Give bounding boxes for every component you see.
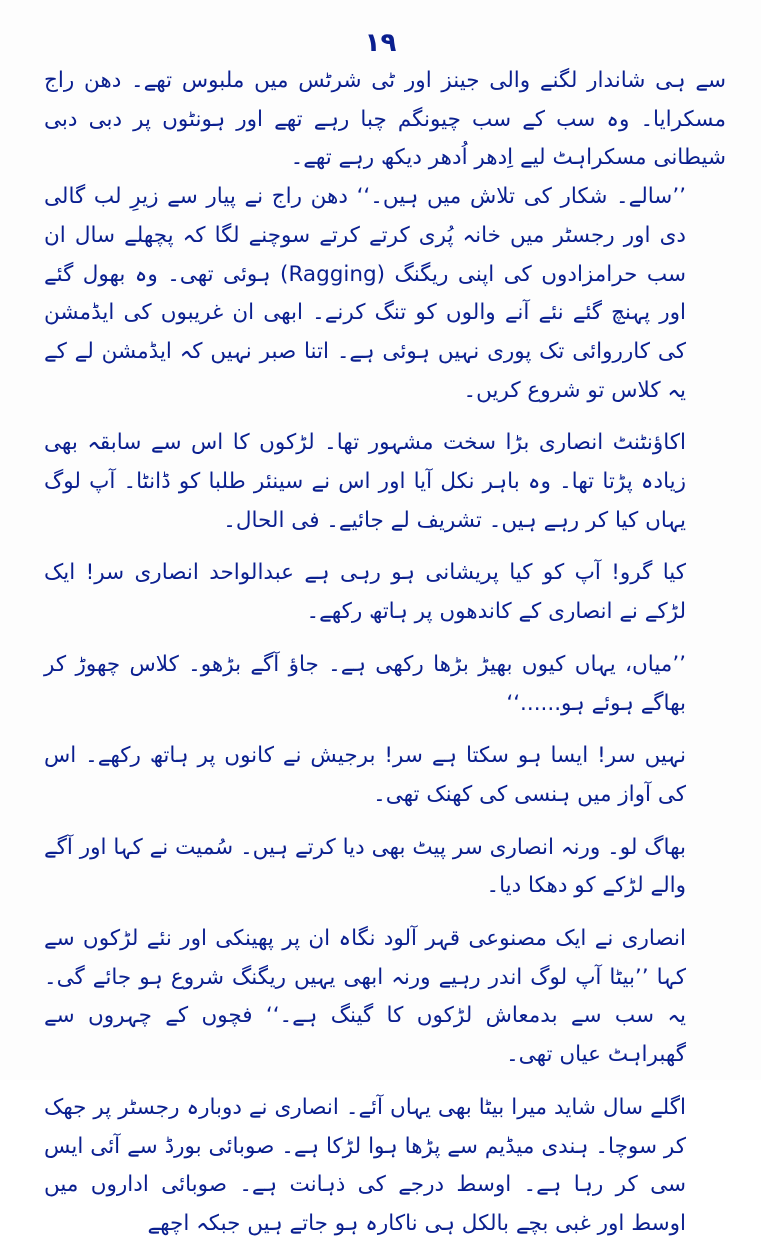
paragraph: اگلے سال شاید میرا بیٹا بھی یہاں آئے۔ انصاری نے دوبارہ رجسٹر پر جھک کر سوچا۔ ہندی میڈیم سے پڑھا ہوا لڑکا ہے۔ صوبائی بورڈ سے آئی ایس سی کر رہا ہے۔ اوسط درجے کی ذہانت ہے۔ صوبائی اداروں میں اوسط اور غبی بچے بالکل ہی ناکارہ ہو جاتے ہیں جبکہ اچھے xyxy=(44,1094,686,1236)
body-text xyxy=(44,62,726,1244)
page-number: ۱۹ xyxy=(364,28,397,58)
paragraph: نہیں سر! ایسا ہو سکتا ہے سر! برجیش نے کانوں پر ہاتھ رکھے۔ اس کی آواز میں ہنسی کی کھنک تھی۔ xyxy=(44,743,686,807)
paragraph: ’’سالے۔ شکار کی تلاش میں ہیں۔‘‘ دھن راج نے پیار سے زیرِ لب گالی دی اور رجسٹر میں خانہ پُری کرتے کرتے سوچنے لگا کہ پچھلے سال ان سب حرامزادوں کی اپنی ریگنگ (Ragging) ہوئی تھی۔ وہ بھول گئے اور پہنچ گئے نئے آنے والوں کو تنگ کرنے۔ ابھی ان غریبوں کی ایڈمشن کی کارروائی تک پوری نہیں ہوئی ہے۔ اتنا صبر نہیں کہ ایڈمشن لے کے یہ کلاس تو شروع کریں۔ xyxy=(44,184,686,403)
paragraph: سے ہی شاندار لگنے والی جینز اور ٹی شرٹس میں ملبوس تھے۔ دھن راج مسکرایا۔ وہ سب کے سب چیونگم چبا رہے تھے اور ہونٹوں پر دبی دبی شیطانی مسکراہٹ لیے اِدھر اُدھر دیکھ رہے تھے۔ xyxy=(44,68,726,171)
paragraph: انصاری نے ایک مصنوعی قہر آلود نگاہ ان پر پھینکی اور نئے لڑکوں سے کہا ’’بیٹا آپ لوگ اندر رہیے ورنہ ابھی یہیں ریگنگ شروع ہو جائے گی۔ یہ سب سے بدمعاش لڑکوں کا گینگ ہے۔‘‘ فچوں کے چہروں سے گھبراہٹ عیاں تھی۔ xyxy=(44,926,686,1068)
paragraph: ’’میاں، یہاں کیوں بھیڑ بڑھا رکھی ہے۔ جاؤ آگے بڑھو۔ کلاس چھوڑ کر بھاگے ہوئے ہو......‘‘ xyxy=(44,651,686,716)
paragraph: اکاؤنٹنٹ انصاری بڑا سخت مشہور تھا۔ لڑکوں کا اس سے سابقہ بھی زیادہ پڑتا تھا۔ وہ باہر نکل آیا اور اس نے سینئر طلبا کو ڈانٹا۔ آپ لوگ یہاں کیا کر رہے ہیں۔ تشریف لے جائیے۔ فی الحال۔ xyxy=(44,430,686,533)
paragraph: بھاگ لو۔ ورنہ انصاری سر پیٹ بھی دیا کرتے ہیں۔ سُمیت نے کہا اور آگے والے لڑکے کو دھکا دیا۔ xyxy=(44,834,686,899)
paragraph: کیا گرو! آپ کو کیا پریشانی ہو رہی ہے عبدالواحد انصاری سر! ایک لڑکے نے انصاری کے کاندھوں پر ہاتھ رکھے۔ xyxy=(44,560,686,625)
